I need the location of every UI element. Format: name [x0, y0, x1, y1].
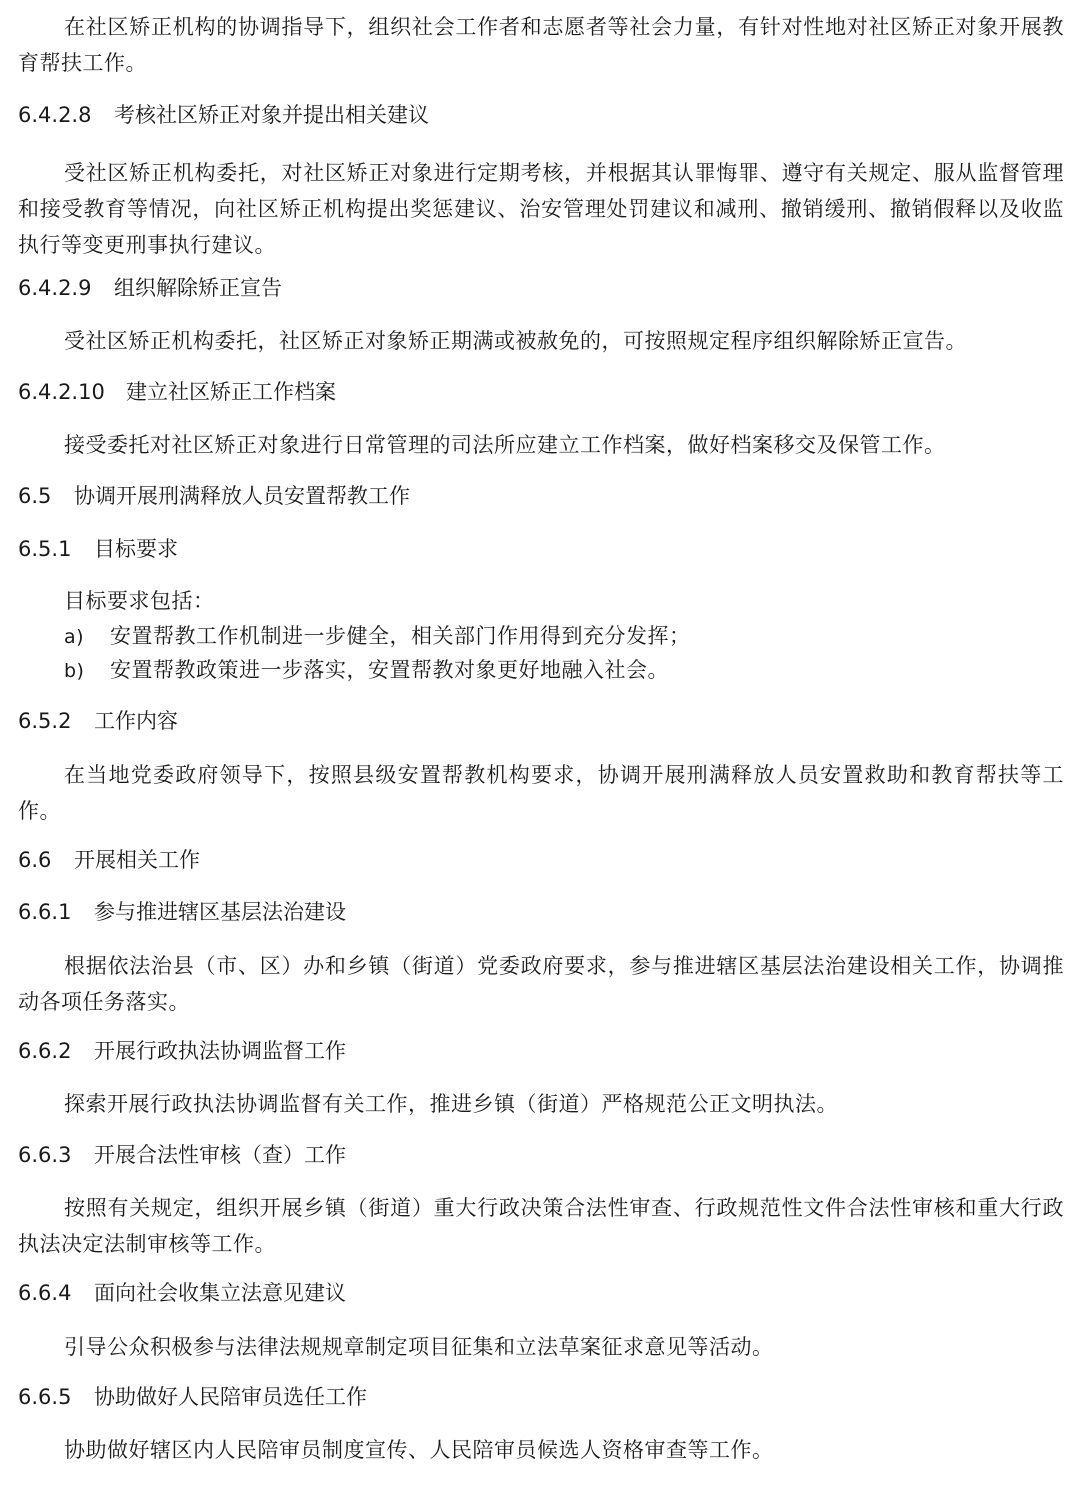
- section-title: 面向社会收集立法意见建议: [94, 1281, 346, 1305]
- section-number: 6.6.4: [18, 1281, 72, 1305]
- section-title: 组织解除矫正宣告: [114, 276, 282, 300]
- section-heading: [18, 481, 1080, 511]
- section-title: 开展行政执法协调监督工作: [94, 1039, 346, 1063]
- section-title: 考核社区矫正对象并提出相关建议: [114, 103, 429, 127]
- paragraph: 在当地党委政府领导下，按照县级安置帮教机构要求，协调开展刑满释放人员安置救助和教育帮扶等工作。: [18, 763, 1064, 823]
- section-title: 协助做好人民陪审员选任工作: [94, 1385, 367, 1409]
- list-item-text: 安置帮教政策进一步落实，安置帮教对象更好地融入社会。: [110, 658, 669, 682]
- section-number: 6.6.3: [18, 1143, 72, 1167]
- section-title: 开展相关工作: [74, 848, 200, 872]
- section-title: 开展合法性审核（查）工作: [94, 1143, 346, 1167]
- section-number: 6.6: [18, 848, 52, 872]
- paragraph: 受社区矫正机构委托，社区矫正对象矫正期满或被赦免的，可按照规定程序组织解除矫正宣告。: [64, 329, 967, 353]
- section-number: 6.6.2: [18, 1039, 72, 1063]
- paragraph: 协助做好辖区内人民陪审员制度宣传、人民陪审员候选人资格审查等工作。: [64, 1438, 774, 1462]
- section-title: 目标要求: [94, 537, 178, 561]
- paragraph: 接受委托对社区矫正对象进行日常管理的司法所应建立工作档案，做好档案移交及保管工作。: [64, 433, 946, 457]
- section-number: 6.6.5: [18, 1385, 72, 1409]
- section-heading: [18, 377, 1080, 407]
- section-heading: [18, 706, 1080, 736]
- section-number: 6.4.2.10: [18, 380, 105, 404]
- section-title: 参与推进辖区基层法治建设: [94, 900, 346, 924]
- section-heading: [18, 1278, 1080, 1308]
- section-number: 6.5.1: [18, 537, 72, 561]
- section-heading: [18, 1140, 1080, 1170]
- paragraph: 探索开展行政执法协调监督有关工作，推进乡镇（街道）严格规范公正文明执法。: [64, 1092, 838, 1116]
- section-heading: [18, 1036, 1080, 1066]
- section-number: 6.5.2: [18, 709, 72, 733]
- section-title: 工作内容: [94, 709, 178, 733]
- list-item: [0, 653, 1080, 688]
- section-number: 6.4.2.8: [18, 103, 92, 127]
- list-intro: 目标要求包括：: [64, 589, 215, 613]
- section-number: 6.4.2.9: [18, 276, 92, 300]
- section-heading: [18, 534, 1080, 564]
- paragraph: 根据依法治县（市、区）办和乡镇（街道）党委政府要求，参与推进辖区基层法治建设相关工作，协调推动各项任务落实。: [18, 954, 1064, 1014]
- list-marker: a): [64, 626, 85, 648]
- list-item: [0, 619, 1080, 654]
- list-item-text: 安置帮教工作机制进一步健全，相关部门作用得到充分发挥；: [110, 624, 691, 648]
- section-heading: [18, 1382, 1080, 1412]
- paragraph: 在社区矫正机构的协调指导下，组织社会工作者和志愿者等社会力量，有针对性地对社区矫正对象开展教育帮扶工作。: [18, 15, 1064, 75]
- section-heading: [18, 273, 1080, 303]
- section-title: 建立社区矫正工作档案: [126, 380, 336, 404]
- section-heading: [18, 897, 1080, 927]
- paragraph: 按照有关规定，组织开展乡镇（街道）重大行政决策合法性审查、行政规范性文件合法性审核和重大行政执法决定法制审核等工作。: [18, 1196, 1064, 1256]
- section-number: 6.5: [18, 484, 52, 508]
- section-number: 6.6.1: [18, 900, 72, 924]
- section-heading: [18, 845, 1080, 875]
- list-marker: b): [64, 660, 85, 682]
- section-title: 协调开展刑满释放人员安置帮教工作: [74, 484, 410, 508]
- section-heading: [18, 100, 1080, 130]
- paragraph: 受社区矫正机构委托，对社区矫正对象进行定期考核，并根据其认罪悔罪、遵守有关规定、服从监督管理和接受教育等情况，向社区矫正机构提出奖惩建议、治安管理处罚建议和减刑、撤销缓刑、撤销假释以及收监执行等变更刑事执行建议。: [18, 161, 1064, 257]
- paragraph: 引导公众积极参与法律法规规章制定项目征集和立法草案征求意见等活动。: [64, 1335, 774, 1359]
